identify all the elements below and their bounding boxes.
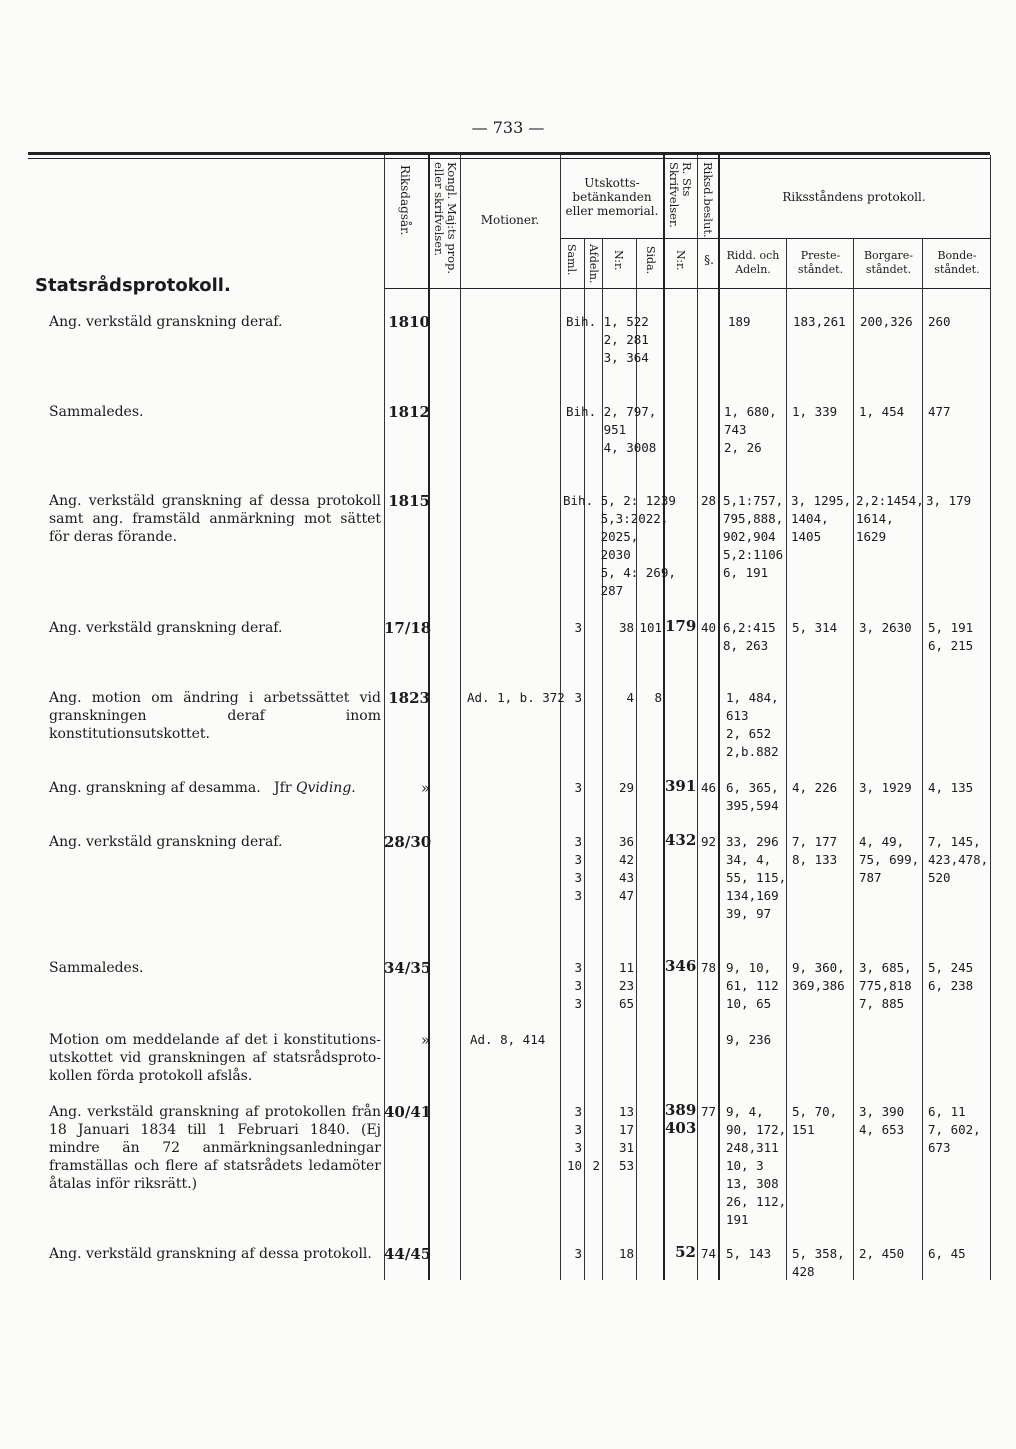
- row-bonde: 5, 245 6, 238: [928, 960, 974, 993]
- row-borg: 3, 2630: [859, 620, 912, 635]
- row-description: Ang. motion om ändring i arbetssättet vid granskningen deraf inom konstitutionsutskottet.: [49, 690, 381, 742]
- row-saml: 3 3 3: [574, 960, 582, 1011]
- col-rule: [990, 155, 991, 1280]
- row-paragraph: 74: [700, 1246, 716, 1261]
- row-nr: 11 23 65: [618, 960, 634, 1011]
- row-rsts-nr: 52: [675, 1243, 696, 1261]
- row-saml: 3 3 3 3: [574, 834, 582, 903]
- row-description: Ang. verkstäld granskning af dessa protokoll samt ang. framstäld anmärkning mot sättet för deras förande.: [49, 493, 381, 545]
- row-utskott-bih: Bih. 2, 797, 951 4, 3008: [566, 404, 657, 455]
- row-ridd: 9, 10, 61, 112 10, 65: [726, 960, 779, 1011]
- row-ridd: 6,2:415 8, 263: [723, 620, 776, 653]
- header-bonde: Bonde-ståndet.: [934, 249, 980, 276]
- header-nr: N:r.: [612, 250, 625, 271]
- header-riksdagsar: Riksdagsår.: [398, 165, 412, 236]
- header-motioner: Motioner.: [480, 213, 540, 227]
- row-rsts-nr: 389 403: [665, 1101, 697, 1137]
- row-prest: 3, 1295, 1404, 1405: [791, 493, 852, 544]
- row-rsts-nr: 391: [665, 777, 697, 795]
- row-borg: 3, 390 4, 653: [859, 1104, 905, 1137]
- row-utskott-bih: Bih. 1, 522 2, 281 3, 364: [566, 314, 649, 365]
- row-nr: 13 17 31 53: [618, 1104, 634, 1173]
- row-paragraph: 92: [700, 834, 716, 849]
- row-nr: 38: [618, 620, 634, 635]
- row-bonde: 7, 145, 423,478, 520: [928, 834, 989, 885]
- row-ridd: 33, 296 34, 4, 55, 115, 134,169 39, 97: [726, 834, 787, 921]
- utskott-sub-rule: [560, 238, 664, 239]
- row-ridd: 6, 365, 395,594: [726, 780, 779, 813]
- page-number: — 733 —: [471, 118, 545, 137]
- row-ridd: 9, 236: [726, 1032, 772, 1047]
- header-prest: Preste-ståndet.: [797, 249, 844, 276]
- row-prest: 4, 226: [792, 780, 838, 795]
- row-prest: 1, 339: [792, 404, 838, 419]
- row-bonde: 477: [928, 404, 951, 419]
- row-year: 1815: [388, 492, 430, 510]
- row-prest: 5, 70, 151: [792, 1104, 838, 1137]
- row-ridd: 1, 680, 743 2, 26: [724, 404, 777, 455]
- prot-sub-rule: [718, 238, 990, 239]
- row-saml: 3: [574, 620, 582, 635]
- row-utskott-bih: Bih. 5, 2: 1239 5,3:2022, 2025, 2030 5, 4: 269, 287: [563, 493, 676, 598]
- row-year: 28/30: [384, 833, 432, 851]
- col-rule: [922, 238, 923, 1280]
- top-rule: [28, 152, 990, 155]
- row-afdeln: 2: [592, 1158, 600, 1173]
- row-rsts-nr: 179: [665, 617, 697, 635]
- header-utskott: Utskotts-betänkanden eller memorial.: [565, 176, 659, 218]
- row-prest: 183,261: [793, 314, 846, 329]
- row-year: »: [420, 779, 430, 797]
- row-description: Ang. verkstäld granskning af dessa protokoll.: [49, 1246, 372, 1262]
- row-motion: Ad. 1, b. 372: [467, 690, 565, 705]
- rsts-sub-rule: [664, 238, 718, 239]
- row-borg: 3, 685, 775,818 7, 885: [859, 960, 912, 1011]
- row-year: 44/45: [384, 1245, 432, 1263]
- section-title: Statsrådsprotokoll.: [35, 275, 231, 296]
- row-bonde: 4, 135: [928, 780, 974, 795]
- row-sida: 8: [654, 690, 662, 705]
- header-protokoll: Riksståndens protokoll.: [782, 190, 926, 204]
- row-ridd: 5,1:757, 795,888, 902,904 5,2:1106 6, 191: [723, 493, 784, 580]
- header-sida: Sida.: [644, 246, 657, 275]
- row-description: Sammaledes.: [49, 404, 144, 420]
- row-saml: 3: [574, 1246, 582, 1261]
- row-year: 17/18: [384, 619, 432, 637]
- row-year: »: [420, 1031, 430, 1049]
- row-bonde: 260: [928, 314, 951, 329]
- row-prest: 7, 177 8, 133: [792, 834, 838, 867]
- row-borg: 1, 454: [859, 404, 905, 419]
- row-prest: 5, 314: [792, 620, 838, 635]
- col-rule: [460, 155, 461, 1280]
- row-rsts-nr: 432: [665, 831, 697, 849]
- row-description: Ang. verkstäld granskning af protokollen från 18 Januari 1834 till 1 Februari 1840. (Ej mindre än 72 anmärkningsanledningar framställas och flere af statsrådets ledamöter åtalas inför riksrätt.): [49, 1104, 381, 1192]
- header-rsts: R. Sts Skrifvelser.: [667, 162, 694, 228]
- row-saml: 3: [574, 780, 582, 795]
- row-description: Ang. granskning af desamma. Jfr Qviding.: [49, 780, 356, 796]
- header-borg: Borgare-ståndet.: [863, 249, 914, 276]
- header-kongl: Kongl. Maj:ts prop. eller skrifvelser.: [432, 162, 459, 275]
- header-paragraph: §.: [704, 253, 714, 267]
- row-bonde: 6, 11 7, 602, 673: [928, 1104, 981, 1155]
- row-nr: 29: [618, 780, 634, 795]
- row-paragraph: 46: [700, 780, 716, 795]
- row-prest: 5, 358, 428: [792, 1246, 845, 1279]
- row-bonde: 5, 191 6, 215: [928, 620, 974, 653]
- row-nr: 36 42 43 47: [618, 834, 634, 903]
- header-saml: Saml.: [565, 244, 578, 276]
- row-bonde: 6, 45: [928, 1246, 966, 1261]
- col-rule: [853, 238, 854, 1280]
- row-description: Ang. verkstäld granskning deraf.: [49, 314, 283, 330]
- header-ridd: Ridd. och Adeln.: [726, 249, 780, 276]
- row-year: 1812: [388, 403, 430, 421]
- row-description: Ang. verkstäld granskning deraf.: [49, 834, 283, 850]
- header-rsts-nr: N:r.: [674, 250, 687, 271]
- row-year: 40/41: [384, 1103, 432, 1121]
- row-paragraph: 28: [700, 493, 716, 508]
- row-rsts-nr: 346: [665, 957, 697, 975]
- row-ridd: 9, 4, 90, 172, 248,311 10, 3 13, 308 26, 112, 191: [726, 1104, 787, 1227]
- top-rule-thin: [28, 158, 990, 159]
- row-paragraph: 77: [700, 1104, 716, 1119]
- header-bottom-rule: [384, 288, 990, 289]
- row-saml: 3: [574, 690, 582, 705]
- row-saml: 3 3 3 10: [566, 1104, 582, 1173]
- row-borg: 200,326: [860, 314, 913, 329]
- row-ridd: 5, 143: [726, 1246, 772, 1261]
- row-paragraph: 40: [700, 620, 716, 635]
- row-year: 34/35: [384, 959, 432, 977]
- row-motion: Ad. 8, 414: [470, 1032, 546, 1047]
- row-borg: 2, 450: [859, 1246, 905, 1261]
- row-year: 1810: [388, 313, 430, 331]
- row-prest: 9, 360, 369,386: [792, 960, 845, 993]
- row-borg: 4, 49, 75, 699, 787: [859, 834, 920, 885]
- header-riksd-beslut: Riksd.beslut.: [701, 162, 715, 238]
- row-description: Sammaledes.: [49, 960, 144, 976]
- row-description: Motion om meddelande af det i konstitutions-utskottet vid granskningen af statsrådsproto-kollen förda protokoll afslås.: [49, 1032, 381, 1084]
- header-afdeln: Afdeln.: [587, 244, 600, 284]
- col-rule: [636, 238, 637, 1280]
- row-ridd: 189: [728, 314, 751, 329]
- row-borg: 2,2:1454, 1614, 1629: [856, 493, 924, 544]
- row-nr: 4: [626, 690, 634, 705]
- row-bonde: 3, 179: [926, 493, 972, 508]
- row-ridd: 1, 484, 613 2, 652 2,b.882: [726, 690, 779, 759]
- row-paragraph: 78: [700, 960, 716, 975]
- row-borg: 3, 1929: [859, 780, 912, 795]
- row-description: Ang. verkstäld granskning deraf.: [49, 620, 283, 636]
- col-rule: [718, 155, 720, 1280]
- row-year: 1823: [388, 689, 430, 707]
- row-sida: 101: [639, 620, 662, 635]
- row-nr: 18: [618, 1246, 634, 1261]
